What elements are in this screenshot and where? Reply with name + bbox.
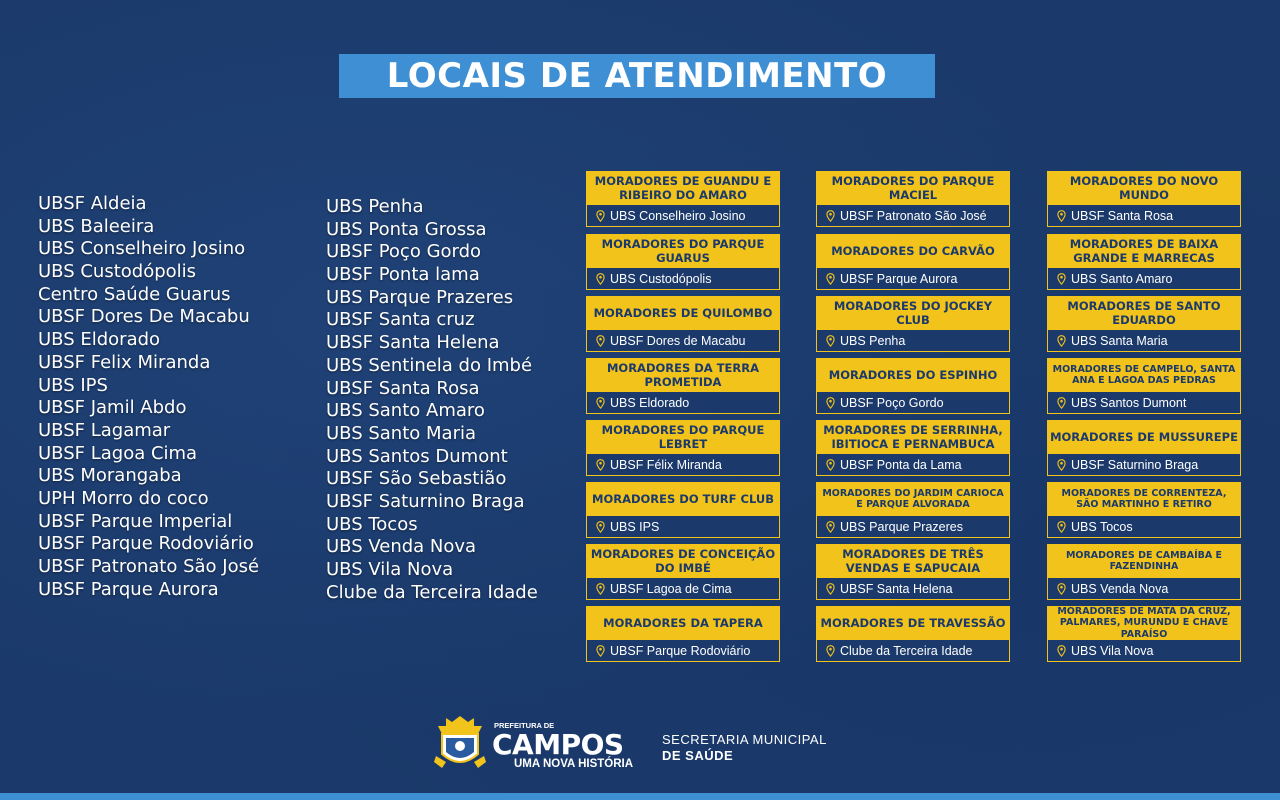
health-units-list-left	[38, 193, 259, 601]
residents-card-location	[586, 578, 780, 600]
health-unit-item: UBSF Saturnino Braga	[326, 490, 525, 512]
health-unit-item: UBS Parque Prazeres	[326, 286, 514, 308]
residents-card-location	[1047, 268, 1241, 290]
residents-card-title: MORADORES DO CARVÃO	[816, 234, 1010, 268]
residents-card-title: MORADORES DE BAIXA GRANDE E MARRECAS	[1047, 234, 1241, 268]
location-name: UBSF Lagoa de Cima	[610, 581, 732, 596]
slogan: UMA NOVA HISTÓRIA	[514, 758, 634, 770]
residents-card-location	[816, 578, 1010, 600]
residents-card	[1047, 606, 1241, 662]
residents-card	[816, 420, 1010, 476]
residents-card	[816, 482, 1010, 538]
residents-card	[816, 296, 1010, 352]
residents-card	[1047, 544, 1241, 600]
location-name: UBS Penha	[840, 333, 906, 348]
residents-card-title: MORADORES DO PARQUE LEBRET	[586, 420, 780, 454]
residents-card	[816, 544, 1010, 600]
location-pin-icon	[826, 273, 835, 285]
health-unit-item: UBS Ponta Grossa	[326, 218, 487, 240]
health-unit-item: UBS Venda Nova	[326, 536, 477, 558]
location-name: UBS Tocos	[1071, 519, 1133, 534]
residents-card-location	[1047, 205, 1241, 227]
residents-card-title: MORADORES DO JARDIM CARIOCA E PARQUE ALVORADA	[816, 482, 1010, 516]
residents-card	[1047, 420, 1241, 476]
location-pin-icon	[826, 397, 835, 409]
page-title: LOCAIS DE ATENDIMENTO	[386, 56, 888, 96]
residents-card-title: MORADORES DE SERRINHA, IBITIOCA E PERNAMBUCA	[816, 420, 1010, 454]
residents-card	[586, 358, 780, 414]
health-unit-item: UBS Vila Nova	[326, 559, 454, 580]
location-pin-icon	[826, 210, 835, 222]
health-unit-item: UBS Eldorado	[38, 329, 161, 351]
health-unit-item: UBS Penha	[326, 196, 424, 217]
location-name: UBSF Parque Aurora	[840, 271, 958, 286]
location-pin-icon	[826, 645, 835, 657]
health-unit-item: UPH Morro do coco	[38, 487, 209, 509]
location-pin-icon	[826, 335, 835, 347]
health-unit-item: UBS Conselheiro Josino	[38, 238, 246, 260]
residents-card-location	[586, 268, 780, 290]
footer-logo	[432, 712, 852, 776]
residents-card-title: MORADORES DE GUANDU E RIBEIRO DO AMARO	[586, 171, 780, 205]
residents-card	[816, 171, 1010, 227]
residents-card-location	[816, 454, 1010, 476]
residents-card	[586, 420, 780, 476]
residents-card-location	[816, 640, 1010, 662]
health-unit-item: UBS Sentinela do Imbé	[326, 354, 533, 376]
location-name: UBSF Félix Miranda	[610, 457, 722, 472]
location-pin-icon	[596, 459, 605, 471]
location-pin-icon	[1057, 645, 1066, 657]
residents-card	[586, 544, 780, 600]
residents-card	[1047, 171, 1241, 227]
residents-card-title: MORADORES DE CAMBAÍBA E FAZENDINHA	[1047, 544, 1241, 578]
residents-card-location	[1047, 640, 1241, 662]
residents-card-title: MORADORES DE CONCEIÇÃO DO IMBÉ	[586, 544, 780, 578]
residents-card-title: MORADORES DE TRÊS VENDAS E SAPUCAIA	[816, 544, 1010, 578]
prefeitura-label: PREFEITURA DE	[494, 721, 555, 730]
location-pin-icon	[1057, 521, 1066, 533]
location-pin-icon	[1057, 397, 1066, 409]
health-unit-item: UBSF Santa Helena	[326, 332, 500, 354]
location-name: UBS IPS	[610, 519, 660, 534]
residents-card	[816, 358, 1010, 414]
health-unit-item: UBSF Santa cruz	[326, 309, 475, 331]
location-name: UBSF Saturnino Braga	[1071, 457, 1199, 472]
location-pin-icon	[1057, 335, 1066, 347]
residents-card-location	[1047, 392, 1241, 414]
location-name: Clube da Terceira Idade	[840, 643, 973, 658]
bottom-accent-bar	[0, 793, 1280, 800]
residents-card-location	[816, 268, 1010, 290]
residents-card	[816, 234, 1010, 290]
health-unit-item: UBSF Parque Aurora	[38, 578, 219, 600]
health-unit-item: UBSF Patronato São José	[38, 556, 260, 577]
residents-card	[1047, 358, 1241, 414]
campos-logo-text: CAMPOS	[492, 728, 624, 761]
health-unit-item: UBSF Aldeia	[38, 193, 147, 214]
health-unit-item: UBS Baleeira	[38, 215, 155, 237]
location-name: UBSF Parque Rodoviário	[610, 643, 751, 658]
residents-card-location	[586, 392, 780, 414]
location-name: UBS Venda Nova	[1071, 581, 1169, 596]
health-unit-item: UBS Santo Maria	[326, 422, 477, 444]
health-unit-item: UBSF São Sebastião	[326, 468, 507, 490]
health-unit-item: UBSF Santa Rosa	[326, 377, 480, 399]
residents-card-location	[586, 454, 780, 476]
health-unit-item: UBSF Parque Rodoviário	[38, 533, 254, 555]
location-pin-icon	[596, 645, 605, 657]
residents-card-title: MORADORES DE QUILOMBO	[586, 296, 780, 330]
location-pin-icon	[1057, 210, 1066, 222]
residents-card-title: MORADORES DO PARQUE GUARUS	[586, 234, 780, 268]
residents-card	[586, 296, 780, 352]
location-pin-icon	[826, 521, 835, 533]
location-name: UBSF Santa Helena	[840, 581, 953, 596]
residents-card-location	[586, 205, 780, 227]
health-unit-item: UBSF Felix Miranda	[38, 351, 211, 373]
location-pin-icon	[596, 335, 605, 347]
residents-card-location	[1047, 454, 1241, 476]
health-unit-item: UBSF Lagamar	[38, 419, 171, 441]
residents-card	[586, 482, 780, 538]
location-pin-icon	[1057, 459, 1066, 471]
residents-card-location	[1047, 330, 1241, 352]
health-unit-item: Clube da Terceira Idade	[326, 581, 538, 603]
health-unit-item: UBSF Ponta lama	[326, 264, 480, 286]
residents-card-title: MORADORES DA TAPERA	[586, 606, 780, 640]
location-name: UBS Santo Amaro	[1071, 271, 1173, 286]
title-banner	[339, 54, 935, 98]
residents-card	[816, 606, 1010, 662]
location-name: UBSF Santa Rosa	[1071, 208, 1174, 223]
location-name: UBS Conselheiro Josino	[610, 208, 746, 223]
location-pin-icon	[596, 273, 605, 285]
residents-card-location	[586, 516, 780, 538]
health-unit-item: UBS Custodópolis	[38, 261, 197, 283]
health-unit-item: UBSF Poço Gordo	[326, 241, 482, 263]
location-name: UBSF Dores de Macabu	[610, 333, 746, 348]
residents-card-title: MORADORES DE TRAVESSÃO	[816, 606, 1010, 640]
residents-card-location	[816, 205, 1010, 227]
residents-card-location	[816, 330, 1010, 352]
location-name: UBS Santa Maria	[1071, 333, 1168, 348]
residents-card-location	[586, 640, 780, 662]
location-name: UBS Eldorado	[610, 395, 690, 410]
location-name: UBS Santos Dumont	[1071, 395, 1187, 410]
health-unit-item: UBSF Parque Imperial	[38, 510, 233, 532]
health-unit-item: UBSF Jamil Abdo	[38, 397, 187, 419]
location-pin-icon	[826, 459, 835, 471]
residents-card-title: MORADORES DE MATA DA CRUZ, PALMARES, MURUNDU E CHAVE PARAÍSO	[1047, 606, 1241, 640]
residents-card	[1047, 296, 1241, 352]
city-seal-icon	[432, 712, 488, 774]
health-unit-item: Centro Saúde Guarus	[38, 283, 231, 305]
residents-card	[586, 171, 780, 227]
location-name: UBSF Ponta da Lama	[840, 457, 962, 472]
location-name: UBS Vila Nova	[1071, 643, 1154, 658]
location-name: UBSF Patronato São José	[840, 208, 987, 223]
residents-card-location	[1047, 516, 1241, 538]
health-unit-item: UBS Santo Amaro	[326, 400, 485, 422]
residents-card	[586, 606, 780, 662]
residents-card-location	[816, 516, 1010, 538]
health-unit-item: UBS Santos Dumont	[326, 445, 508, 467]
location-pin-icon	[596, 210, 605, 222]
residents-card-location	[816, 392, 1010, 414]
location-name: UBS Parque Prazeres	[840, 519, 963, 534]
health-unit-item: UBS IPS	[38, 374, 108, 396]
residents-card-location	[586, 330, 780, 352]
residents-card-title: MORADORES DE SANTO EDUARDO	[1047, 296, 1241, 330]
location-pin-icon	[596, 583, 605, 595]
health-units-list-middle	[326, 196, 538, 604]
location-pin-icon	[826, 583, 835, 595]
residents-card-location	[1047, 578, 1241, 600]
health-unit-item: UBS Morangaba	[38, 465, 182, 487]
secretaria-line1: SECRETARIA MUNICIPAL	[662, 732, 827, 747]
residents-card-title: MORADORES DO TURF CLUB	[586, 482, 780, 516]
residents-card-title: MORADORES DA TERRA PROMETIDA	[586, 358, 780, 392]
secretaria-line2: DE SAÚDE	[662, 748, 734, 763]
residents-card-title: MORADORES DO PARQUE MACIEL	[816, 171, 1010, 205]
location-pin-icon	[1057, 273, 1066, 285]
health-unit-item: UBSF Lagoa Cima	[38, 442, 198, 464]
residents-card-title: MORADORES DO ESPINHO	[816, 358, 1010, 392]
location-name: UBSF Poço Gordo	[840, 395, 944, 410]
residents-card-title: MORADORES DE CAMPELO, SANTA ANA E LAGOA DAS PEDRAS	[1047, 358, 1241, 392]
residents-card-title: MORADORES DO JOCKEY CLUB	[816, 296, 1010, 330]
residents-card	[1047, 482, 1241, 538]
residents-card	[1047, 234, 1241, 290]
health-unit-item: UBS Tocos	[326, 513, 418, 535]
residents-card-title: MORADORES DO NOVO MUNDO	[1047, 171, 1241, 205]
residents-card	[586, 234, 780, 290]
location-pin-icon	[596, 397, 605, 409]
location-pin-icon	[1057, 583, 1066, 595]
health-unit-item: UBSF Dores De Macabu	[38, 306, 250, 328]
residents-card-title: MORADORES DE MUSSUREPE	[1047, 420, 1241, 454]
residents-card-title: MORADORES DE CORRENTEZA, SÃO MARTINHO E RETIRO	[1047, 482, 1241, 516]
location-pin-icon	[596, 521, 605, 533]
location-name: UBS Custodópolis	[610, 271, 712, 286]
